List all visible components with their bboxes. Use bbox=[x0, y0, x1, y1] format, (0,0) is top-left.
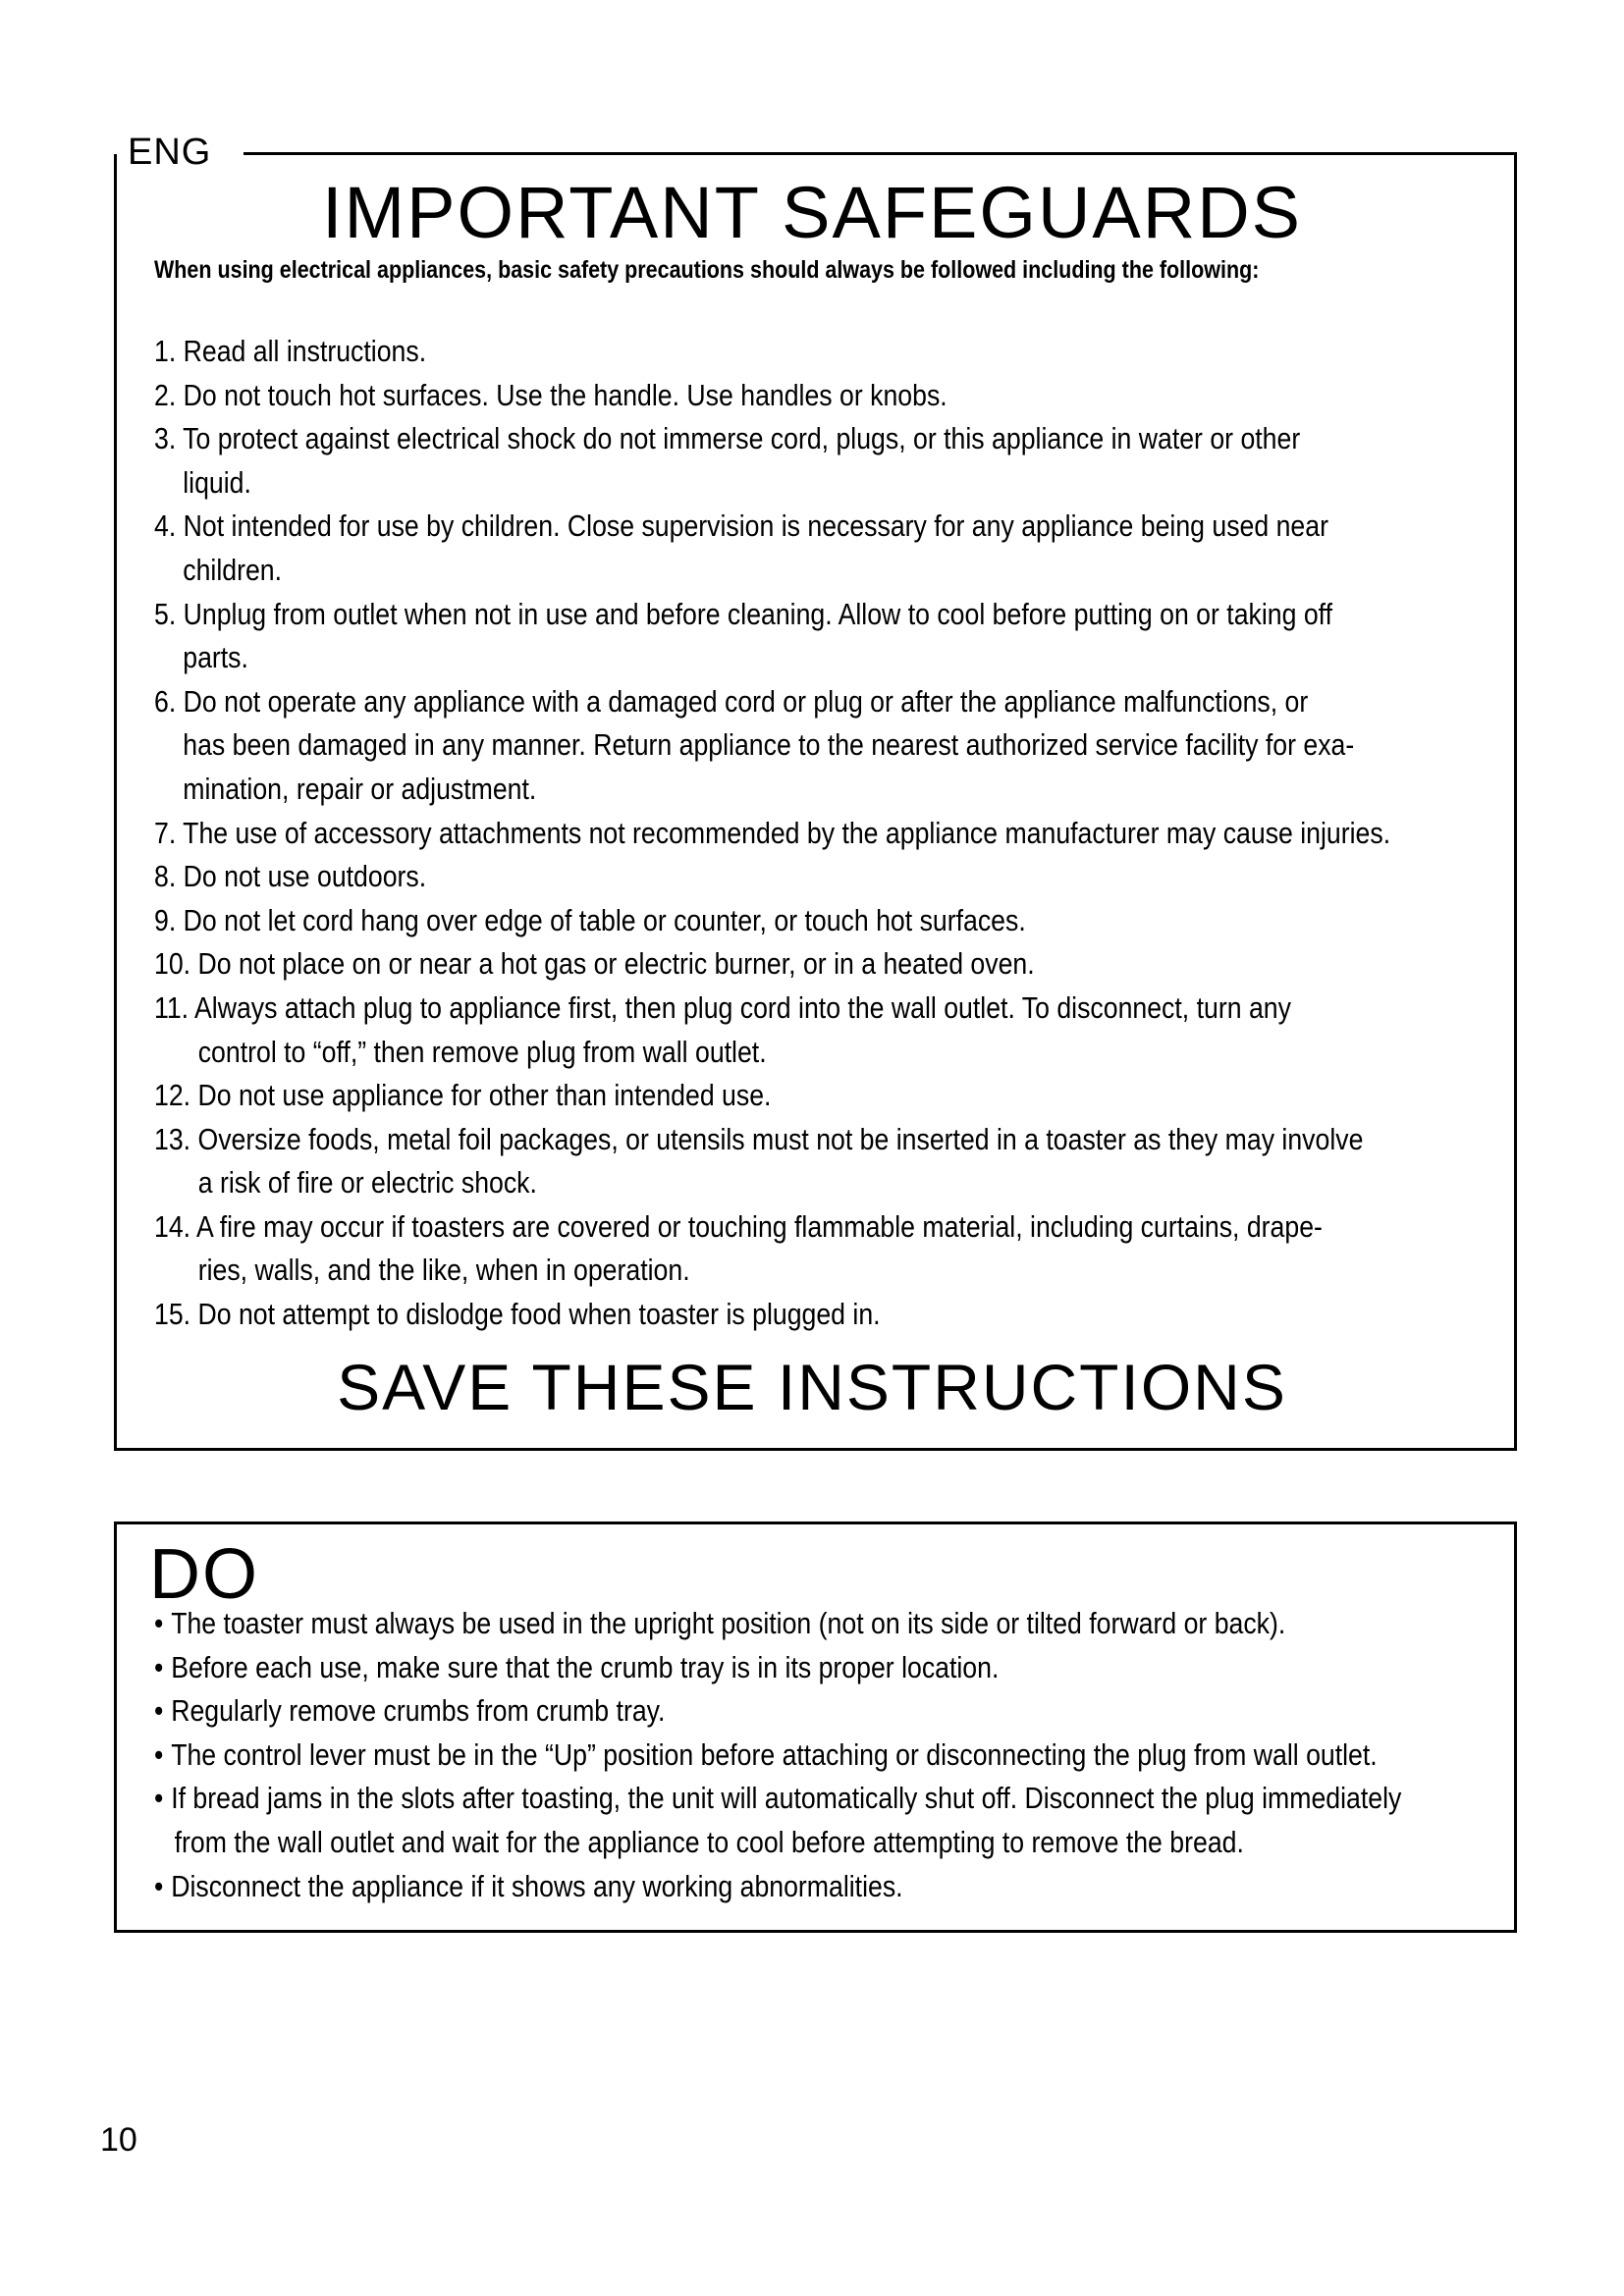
safeguard-item bbox=[154, 680, 1446, 812]
item-text: Do not touch hot surfaces. Use the handle. Use handles or knobs. bbox=[176, 377, 947, 412]
item-text: Do not attempt to dislodge food when toaster is plugged in. bbox=[190, 1297, 881, 1332]
item-text: Do not use outdoors. bbox=[176, 859, 427, 894]
item-text: Do not use appliance for other than intended use. bbox=[190, 1078, 772, 1113]
page-number: 10 bbox=[100, 2121, 137, 2159]
header-rule bbox=[244, 152, 1517, 155]
item-continuation: control to “off,” then remove plug from wall outlet. bbox=[197, 1034, 767, 1069]
item-number: 8. bbox=[154, 859, 177, 894]
item-continuation: liquid. bbox=[183, 464, 251, 500]
do-item bbox=[154, 1865, 1463, 1909]
do-item bbox=[154, 1602, 1463, 1646]
safeguard-item bbox=[154, 855, 1446, 899]
do-item-text: Disconnect the appliance if it shows any working abnormalities. bbox=[171, 1868, 903, 1903]
safeguard-item bbox=[154, 899, 1446, 943]
item-text: Always attach plug to appliance first, then plug cord into the wall outlet. To disconnect, turn any bbox=[189, 989, 1291, 1025]
item-number: 9. bbox=[154, 902, 177, 937]
safeguard-item bbox=[154, 987, 1446, 1074]
item-text: Unplug from outlet when not in use and before cleaning. Allow to cool before putting on or taking off bbox=[176, 596, 1332, 631]
safeguard-item bbox=[154, 1293, 1446, 1337]
item-number: 13. bbox=[154, 1121, 191, 1156]
safeguard-item bbox=[154, 417, 1446, 505]
language-tag: ENG bbox=[128, 132, 212, 173]
item-number: 5. bbox=[154, 596, 177, 631]
safeguard-item bbox=[154, 942, 1446, 987]
safeguard-item bbox=[154, 1205, 1446, 1293]
bullet-icon: • bbox=[154, 1693, 164, 1729]
do-item-text: The control lever must be in the “Up” position before attaching or disconnecting the plug from wall outlet. bbox=[171, 1736, 1378, 1772]
item-text: Read all instructions. bbox=[176, 334, 427, 368]
safeguard-item bbox=[154, 1074, 1446, 1118]
do-item-continuation: from the wall outlet and wait for the appliance to cool before attempting to remove the bread. bbox=[174, 1824, 1244, 1859]
item-number: 2. bbox=[154, 377, 177, 412]
safeguard-item bbox=[154, 1118, 1446, 1205]
item-number: 3. bbox=[154, 421, 177, 456]
do-list bbox=[154, 1602, 1463, 1908]
do-item bbox=[154, 1777, 1463, 1864]
item-text: A fire may occur if toasters are covered or touching flammable material, including curtains, drape- bbox=[190, 1208, 1323, 1244]
item-text: Do not place on or near a hot gas or electric burner, or in a heated oven. bbox=[190, 946, 1035, 982]
safeguard-item bbox=[154, 812, 1446, 856]
do-item-text: The toaster must always be used in the upright position (not on its side or tilted forward or back). bbox=[171, 1606, 1286, 1640]
item-text: To protect against electrical shock do not immerse cord, plugs, or this appliance in water or other bbox=[176, 421, 1301, 456]
item-continuation: has been damaged in any manner. Return appliance to the nearest authorized service facility for exa- bbox=[183, 727, 1355, 763]
item-text: Do not let cord hang over edge of table or counter, or touch hot surfaces. bbox=[176, 902, 1026, 937]
intro-text: When using electrical appliances, basic safety precautions should always be followed including the following: bbox=[154, 256, 1260, 284]
item-continuation: parts. bbox=[183, 640, 248, 675]
item-text: The use of accessory attachments not recommended by the appliance manufacturer may cause injuries. bbox=[176, 815, 1391, 850]
safeguard-item bbox=[154, 593, 1446, 680]
item-number: 1. bbox=[154, 334, 177, 368]
item-number: 11. bbox=[154, 989, 189, 1025]
item-number: 12. bbox=[154, 1078, 191, 1113]
item-number: 6. bbox=[154, 683, 177, 719]
item-text: Do not operate any appliance with a damaged cord or plug or after the appliance malfunctions, or bbox=[176, 683, 1309, 719]
bullet-icon: • bbox=[154, 1606, 164, 1640]
bullet-icon: • bbox=[154, 1868, 164, 1903]
item-number: 4. bbox=[154, 508, 177, 544]
do-item bbox=[154, 1646, 1463, 1690]
bullet-icon: • bbox=[154, 1736, 164, 1772]
item-continuation: children. bbox=[183, 552, 283, 587]
item-number: 14. bbox=[154, 1208, 191, 1244]
do-item-text: If bread jams in the slots after toasting, the unit will automatically shut off. Disconnect the plug immediately bbox=[171, 1781, 1402, 1816]
do-item bbox=[154, 1689, 1463, 1734]
item-text: Not intended for use by children. Close supervision is necessary for any appliance being used near bbox=[176, 508, 1328, 544]
save-instructions-title: SAVE THESE INSTRUCTIONS bbox=[337, 1351, 1287, 1423]
item-number: 10. bbox=[154, 946, 191, 982]
do-item-text: Before each use, make sure that the crumb tray is in its proper location. bbox=[171, 1649, 1000, 1684]
safeguard-item bbox=[154, 330, 1446, 374]
do-item-text: Regularly remove crumbs from crumb tray. bbox=[171, 1693, 666, 1729]
page-title: IMPORTANT SAFEGUARDS bbox=[321, 172, 1303, 253]
item-continuation: a risk of fire or electric shock. bbox=[197, 1165, 537, 1201]
item-continuation: mination, repair or adjustment. bbox=[183, 771, 537, 806]
safeguard-item bbox=[154, 374, 1446, 418]
item-continuation: ries, walls, and the like, when in operation. bbox=[197, 1253, 690, 1288]
item-number: 7. bbox=[154, 815, 177, 850]
do-title: DO bbox=[149, 1535, 259, 1614]
do-item bbox=[154, 1734, 1463, 1778]
bullet-icon: • bbox=[154, 1649, 164, 1684]
item-text: Oversize foods, metal foil packages, or utensils must not be inserted in a toaster as they may involve bbox=[190, 1121, 1364, 1156]
item-number: 15. bbox=[154, 1297, 191, 1332]
safeguards-list bbox=[154, 330, 1446, 1337]
bullet-icon: • bbox=[154, 1781, 164, 1816]
safeguard-item bbox=[154, 505, 1446, 592]
